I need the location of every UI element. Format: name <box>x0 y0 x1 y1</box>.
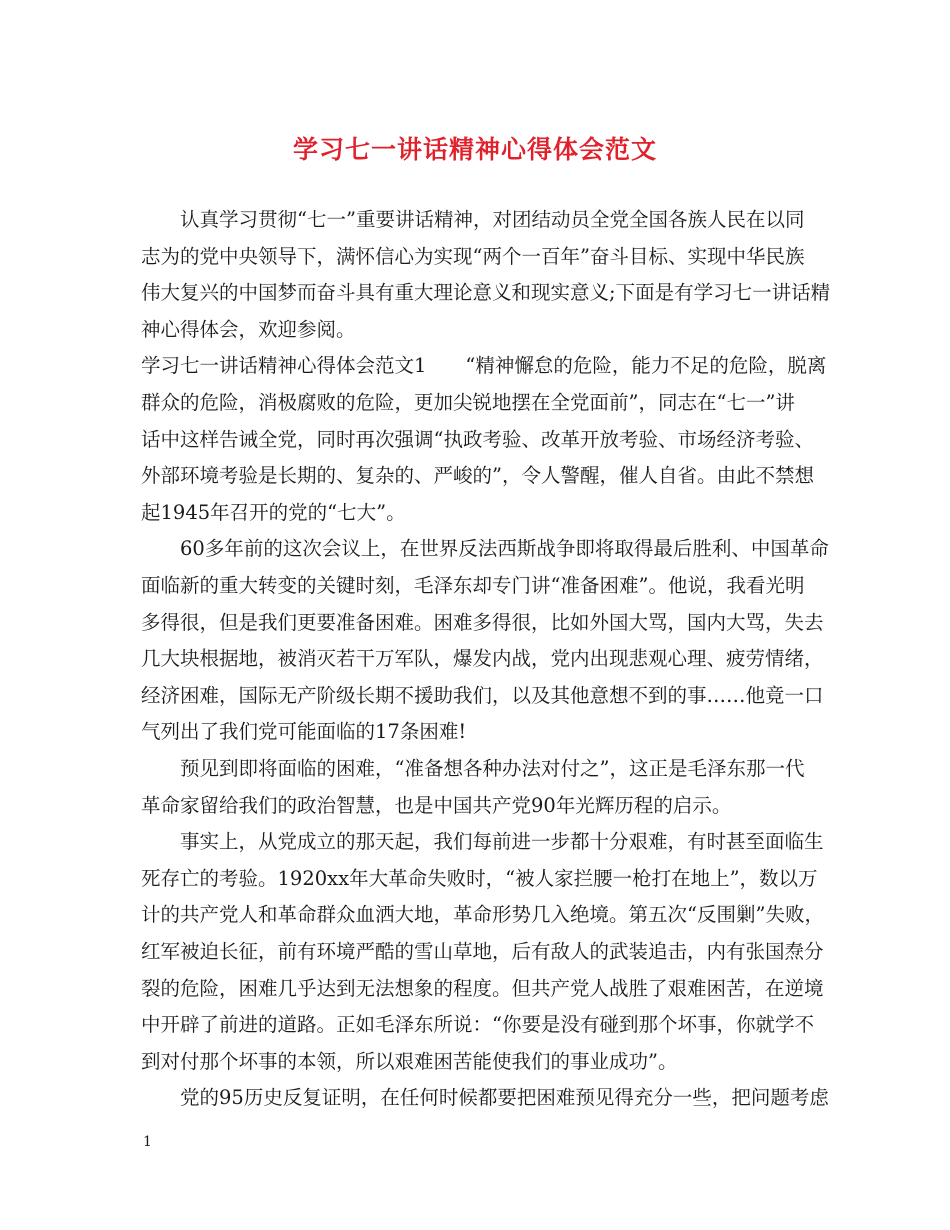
text-line: 伟大复兴的中国梦而奋斗具有重大理论意义和现实意义;下面是有学习七一讲话精 <box>141 281 831 304</box>
text-line: 到对付那个坏事的本领，所以艰难困苦能使我们的事业成功”。 <box>141 1050 678 1073</box>
text-line: 气列出了我们党可能面临的17条困难! <box>141 720 467 743</box>
text-line: 学习七一讲话精神心得体会范文1 “精神懈怠的危险，能力不足的危险，脱离 <box>141 354 827 377</box>
text-line: 红军被迫长征，前有环境严酷的雪山草地，后有敌人的武装追击，内有张国焘分 <box>141 940 824 963</box>
text-line: 计的共产党人和革命群众血洒大地，革命形势几入绝境。第五次“反围剿”失败， <box>141 903 824 926</box>
text-line: 面临新的重大转变的关键时刻，毛泽东却专门讲“准备困难”。他说，我看光明 <box>141 574 805 597</box>
text-line: 死存亡的考验。1920xx年大革命失败时，“被人家拦腰一枪打在地上”，数以万 <box>141 867 818 890</box>
document-title: 学习七一讲话精神心得体会范文 <box>292 135 657 164</box>
text-line: 中开辟了前进的道路。正如毛泽东所说：“你要是没有碰到那个坏事，你就学不 <box>141 1013 814 1036</box>
text-line: 外部环境考验是长期的、复杂的、严峻的”，令人警醒，催人自省。由此不禁想 <box>141 464 814 487</box>
text-line: 预见到即将面临的困难，“准备想各种办法对付之”，这正是毛泽东那一代 <box>141 757 805 780</box>
text-line: 党的95历史反复证明，在任何时候都要把困难预见得充分一些，把问题考虑 <box>141 1086 829 1109</box>
text-line: 60多年前的这次会议上，在世界反法西斯战争即将取得最后胜利、中国革命 <box>141 537 829 560</box>
text-line: 多得很，但是我们更要准备困难。困难多得很，比如外国大骂，国内大骂，失去 <box>141 611 824 634</box>
text-line: 革命家留给我们的政治智慧，也是中国共产党90年光辉历程的启示。 <box>141 794 732 817</box>
text-line: 几大块根据地，被消灭若干万军队，爆发内战，党内出现悲观心理、疲劳情绪， <box>141 647 824 670</box>
text-line: 事实上，从党成立的那天起，我们每前进一步都十分艰难，有时甚至面临生 <box>141 830 824 853</box>
page-number: 1 <box>143 1134 152 1150</box>
text-line: 群众的危险，消极腐败的危险，更加尖锐地摆在全党面前”，同志在“七一”讲 <box>141 391 795 414</box>
text-line: 起1945年召开的党的“七大”。 <box>141 501 406 524</box>
text-line: 经济困难，国际无产阶级长期不援助我们，以及其他意想不到的事……他竟一口 <box>141 684 824 707</box>
text-line: 话中这样告诫全党，同时再次强调“执政考验、改革开放考验、市场经济考验、 <box>141 428 814 451</box>
text-line: 志为的党中央领导下，满怀信心为实现“两个一百年”奋斗目标、实现中华民族 <box>141 245 805 268</box>
text-line: 裂的危险，困难几乎达到无法想象的程度。但共产党人战胜了艰难困苦，在逆境 <box>141 977 824 1000</box>
text-line: 神心得体会，欢迎参阅。 <box>141 318 356 341</box>
text-line: 认真学习贯彻“七一”重要讲话精神，对团结动员全党全国各族人民在以同 <box>141 208 805 231</box>
